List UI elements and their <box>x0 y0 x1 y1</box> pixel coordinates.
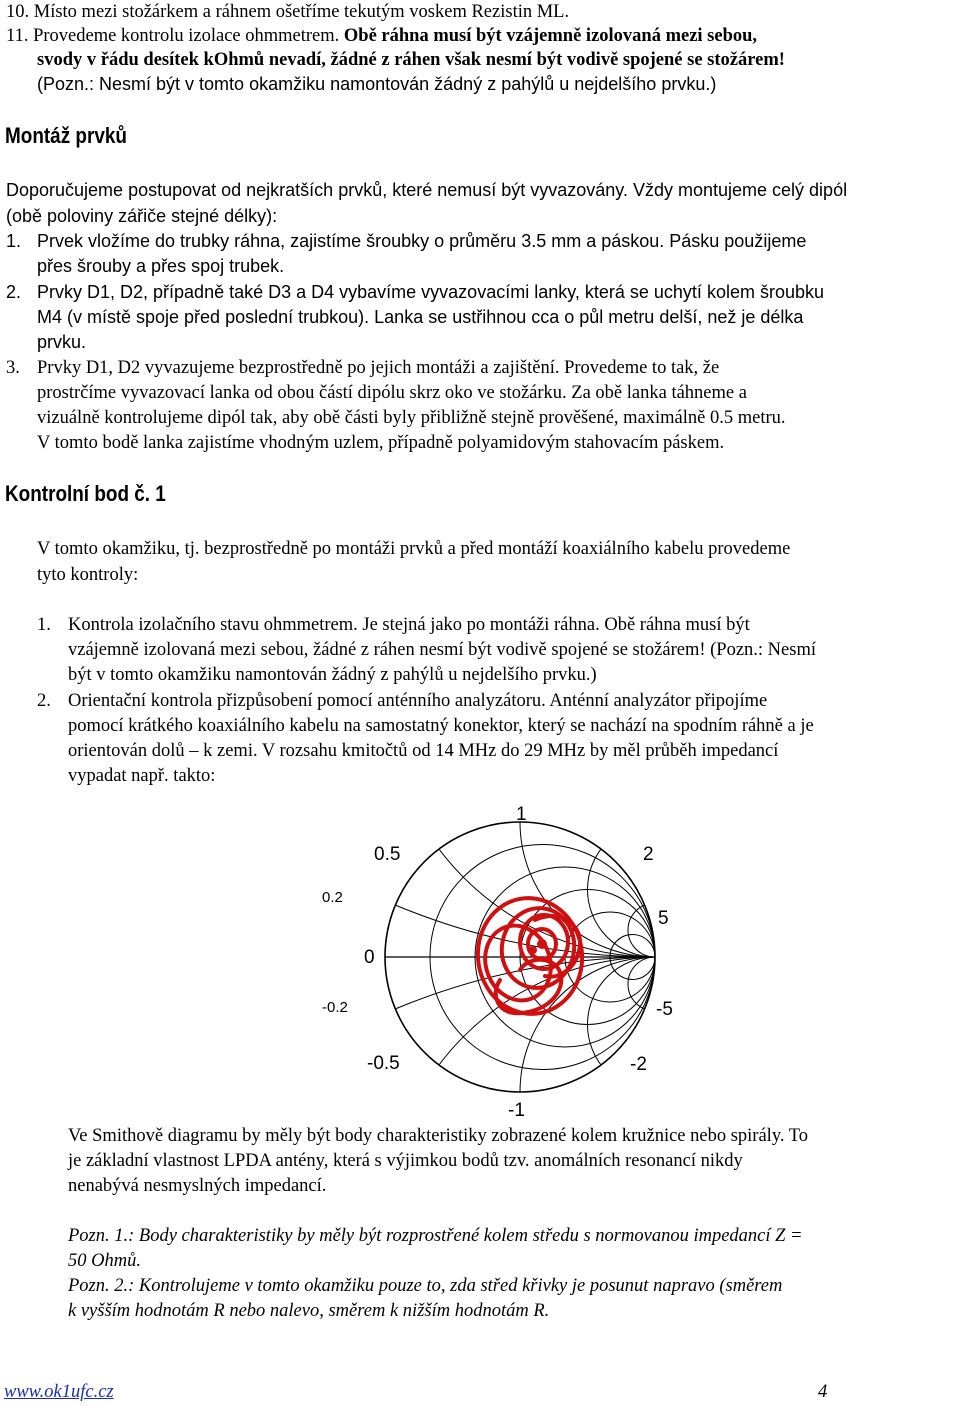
check-1-line3: být v tomto okamžiku namontován žádný z pahýlů u nejdelšího prvku.) <box>68 665 597 685</box>
list-item-11 <box>6 24 757 48</box>
step-3-line2: prostrčíme vyvazovací lanka od obou částí dipólu skrz oko ve stožárku. Za obě lanka táhneme a <box>37 383 747 403</box>
list-item-text: Provedeme kontrolu izolace ohmmetrem. <box>33 26 340 46</box>
smith-chart <box>322 780 690 1121</box>
list-item-bold-text: Obě ráhna musí být vzájemně izolovaná mezi sebou, <box>343 26 758 46</box>
label-xneg5: -5 <box>656 999 673 1020</box>
label-xneg0.5: -0.5 <box>367 1053 400 1074</box>
check-2-line2: pomocí krátkého koaxiálního kabelu na samostatný konektor, který se nachází na spodním ráhně a je <box>68 716 814 736</box>
paragraph-line: V tomto okamžiku, tj. bezprostředně po montáži prvků a před montáží koaxiálního kabelu provedeme <box>37 539 791 559</box>
note-2: Pozn. 2.: Kontrolujeme v tomto okamžiku pouze to, zda střed křivky je posunut napravo (směrem <box>68 1276 783 1296</box>
list-item-10 <box>6 0 569 24</box>
list-item-number: 10. <box>6 2 30 22</box>
section-heading: Montáž prvků <box>5 123 127 148</box>
list-item-11-line3: (Pozn.: Nesmí být v tomto okamžiku namontován žádný z pahýlů u nejdelšího prvku.) <box>37 74 717 94</box>
label-x1: 1 <box>516 804 527 825</box>
footer-url[interactable]: www.ok1ufc.cz <box>4 1382 114 1402</box>
note-1-line2: 50 Ohmů. <box>68 1251 141 1271</box>
step-2: 2. Prvky D1, D2, případně také D3 a D4 vybavíme vyvazovacími lanky, která se uchytí kolem šroubku <box>6 282 824 302</box>
label-xneg0.2: -0.2 <box>322 999 348 1016</box>
reactance-arc-0.5 <box>385 417 925 957</box>
trace-point <box>529 946 537 954</box>
reactance-arc-neg2 <box>588 957 723 1092</box>
step-2-line2: M4 (v místě spoje před poslední trubkou). Lanka se ustřihnou cca o půl metru delší, než je délka <box>37 307 804 327</box>
check-2-line3: orientován dolů – k zemi. V rozsahu kmitočtů od 14 MHz do 29 MHz by měl průběh impedancí <box>68 741 779 761</box>
label-xneg2: -2 <box>630 1054 647 1075</box>
list-item-number: 11. <box>6 26 29 46</box>
trace-point <box>537 939 547 949</box>
section-heading: Kontrolní bod č. 1 <box>5 481 166 506</box>
note-2-line2: k vyšším hodnotám R nebo nalevo, směrem k nižším hodnotám R. <box>68 1301 550 1321</box>
label-x5: 5 <box>658 908 669 929</box>
step-2-line3: prvku. <box>37 332 87 352</box>
reactance-arc-neg1 <box>520 957 790 1227</box>
list-item-text: Místo mezi stožárkem a ráhnem ošetříme tekutým voskem Rezistin ML. <box>33 2 570 22</box>
label-x0.5: 0.5 <box>374 844 401 865</box>
step-1-line2: přes šrouby a přes spoj trubek. <box>37 256 285 276</box>
label-0: 0 <box>364 947 375 968</box>
list-item-11-line2: svody v řádu desítek kOhmů nevadí, žádné z ráhen však nesmí být vodivě spojené se stožárem! <box>37 50 785 70</box>
step-3-line4: V tomto bodě lanka zajistíme vhodným uzlem, případně polyamidovým stahovacím páskem. <box>37 433 725 453</box>
step-3-line3: vizuálně kontrolujeme dipól tak, aby obě části byly přibližně stejně prověšené, maximálně 0.5 metru. <box>37 408 786 428</box>
paragraph-line: je základní vlastnost LPDA antény, která s výjimkou bodů tzv. anomálních resonancí nikdy <box>68 1151 743 1171</box>
page-number: 4 <box>818 1382 828 1402</box>
smith-labels <box>322 804 673 1121</box>
paragraph-line: Ve Smithově diagramu by měly být body charakteristiky zobrazené kolem kružnice nebo spirály. To <box>68 1126 809 1146</box>
note-1: Pozn. 1.: Body charakteristiky by měly být rozprostřené kolem středu s normovanou impedancí Z = <box>68 1226 803 1246</box>
reactance-arc-neg0.5 <box>385 957 925 1406</box>
check-1: 1. Kontrola izolačního stavu ohmmetrem. Je stejná jako po montáži ráhna. Obě ráhna musí být <box>37 615 750 635</box>
label-xneg1: -1 <box>508 1100 525 1121</box>
check-1-line2: vzájemně izolovaná mezi sebou, žádné z ráhen nesmí být vodivě spojené se stožárem! (Pozn.: Nesmí <box>68 640 816 660</box>
paragraph-line: (obě poloviny zářiče stejné délky): <box>6 206 278 226</box>
label-x0.2: 0.2 <box>322 889 343 906</box>
step-3: 3. Prvky D1, D2 vyvazujeme bezprostředně po jejich montáži a zajištění. Provedeme to tak, že <box>6 358 720 378</box>
check-2: 2. Orientační kontrola přizpůsobení pomocí anténního analyzátoru. Anténní analyzátor připojíme <box>37 691 768 711</box>
paragraph-line: tyto kontroly: <box>37 565 139 585</box>
step-1: 1. Prvek vložíme do trubky ráhna, zajistíme šroubky o průměru 3.5 mm a páskou. Pásku použijeme <box>6 231 807 251</box>
check-2-line4: vypadat např. takto: <box>68 766 216 786</box>
paragraph-line: nenabývá nesmyslných impedancí. <box>68 1176 327 1196</box>
paragraph-line: Doporučujeme postupovat od nejkratších prvků, které nemusí být vyvazovány. Vždy montujeme celý dipól <box>6 180 848 200</box>
label-x2: 2 <box>643 844 654 865</box>
reactance-arc-2 <box>588 822 723 957</box>
